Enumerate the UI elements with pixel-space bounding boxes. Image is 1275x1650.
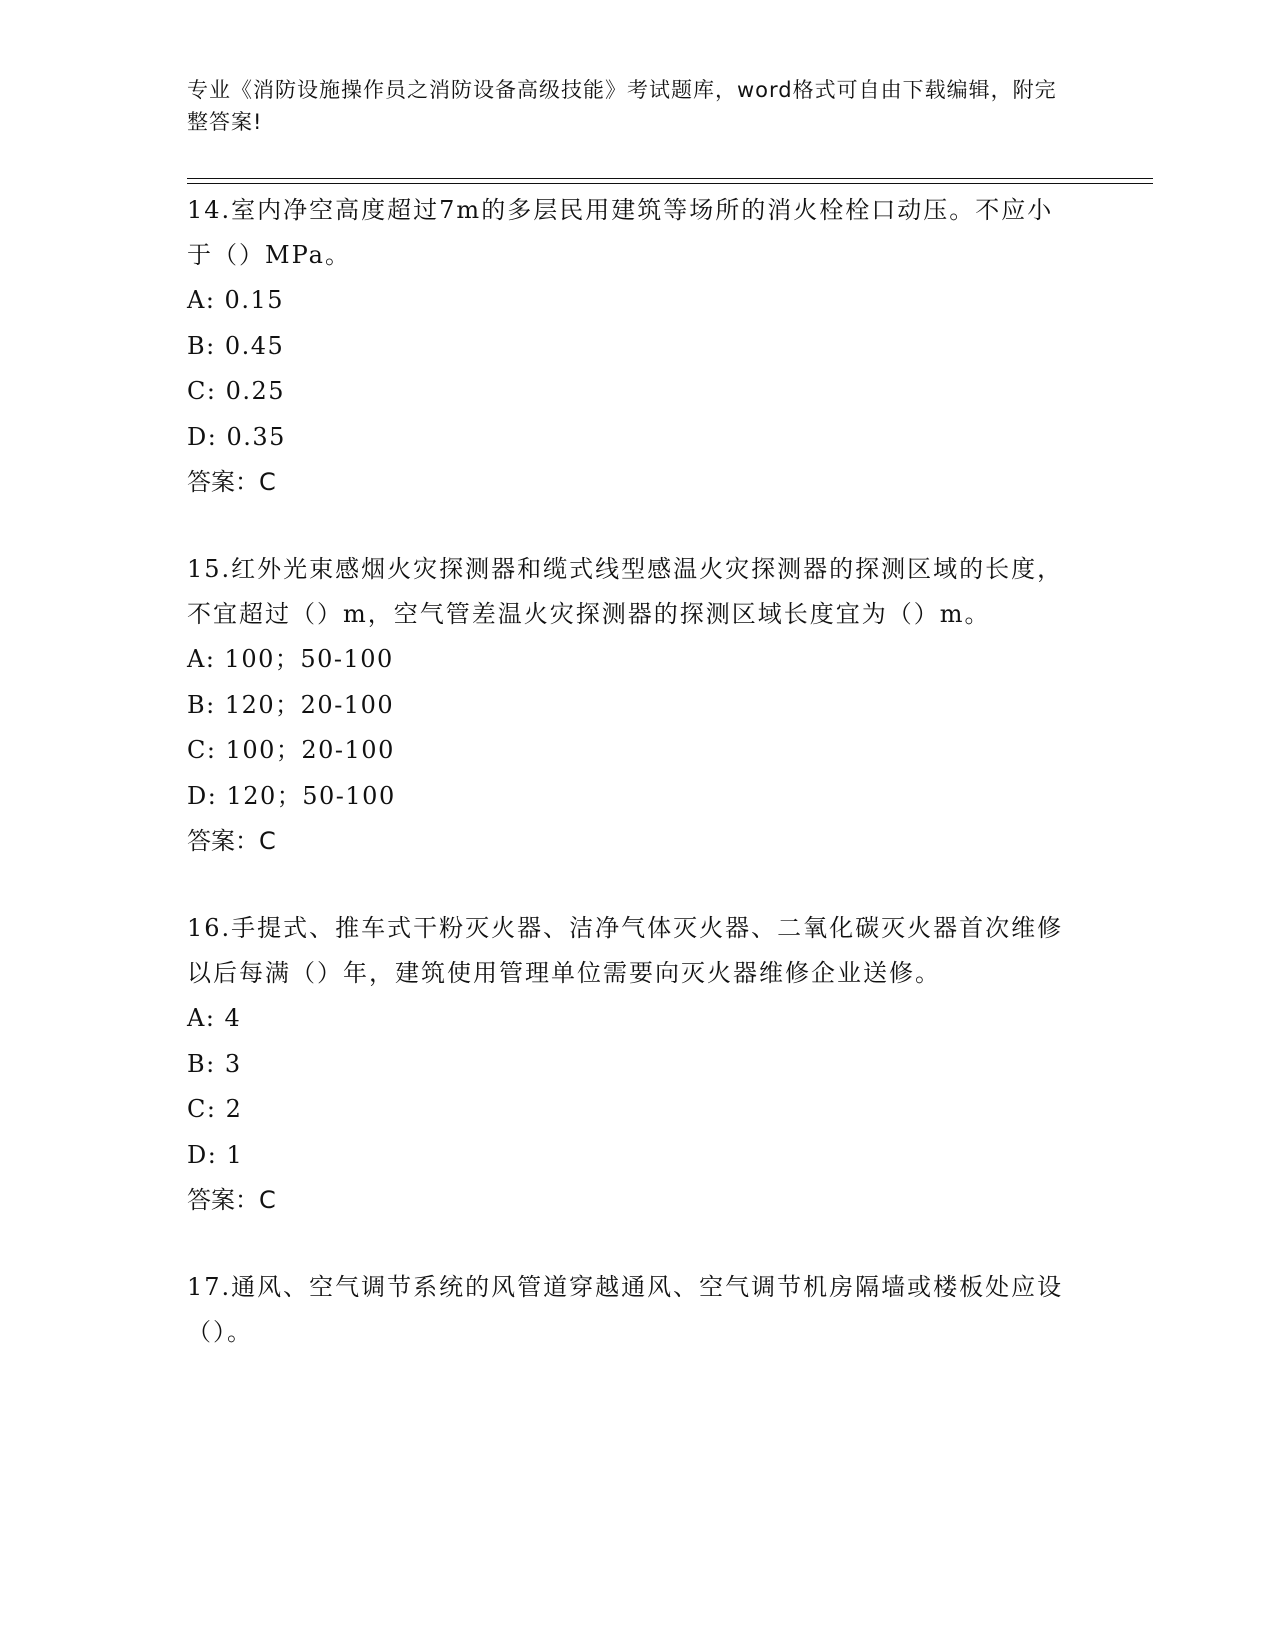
option-d: D: 0.35 — [187, 422, 286, 451]
option-b: B: 3 — [187, 1049, 242, 1078]
question-text: 15.红外光束感烟火灾探测器和缆式线型感温火灾探测器的探测区域的长度，不宜超过（）m，空气管差温火灾探测器的探测区域长度宜为（）m。 — [187, 555, 1064, 628]
question-16 — [187, 906, 1067, 1223]
header-divider-top — [187, 178, 1153, 179]
answer-label: 答案：C — [187, 468, 276, 496]
question-text: 16.手提式、推车式干粉灭火器、洁净气体灭火器、二氧化碳灭火器首次维修以后每满（）年，建筑使用管理单位需要向灭火器维修企业送修。 — [187, 914, 1064, 987]
option-a: A: 4 — [187, 1004, 242, 1032]
header-divider-bottom — [187, 183, 1153, 184]
option-d: D: 120；50-100 — [187, 781, 396, 810]
option-d: D: 1 — [187, 1140, 244, 1169]
option-a: A: 0.15 — [187, 286, 284, 314]
answer-label: 答案：C — [187, 1186, 276, 1214]
document-header: 专业《消防设施操作员之消防设备高级技能》考试题库，word格式可自由下载编辑，附完整答案! — [187, 78, 1057, 134]
question-text: 14.室内净空高度超过7m的多层民用建筑等场所的消火栓栓口动压。不应小于（）MPa。 — [187, 196, 1054, 269]
option-a: A: 100；50-100 — [187, 645, 394, 673]
question-14 — [187, 188, 1067, 505]
question-17 — [187, 1265, 1067, 1355]
question-list — [187, 188, 1067, 1397]
option-c: C: 2 — [187, 1095, 243, 1123]
question-15 — [187, 547, 1067, 864]
option-b: B: 0.45 — [187, 331, 285, 360]
option-c: C: 100；20-100 — [187, 736, 395, 764]
option-c: C: 0.25 — [187, 377, 286, 405]
answer-label: 答案：C — [187, 827, 276, 855]
option-b: B: 120；20-100 — [187, 690, 395, 719]
question-text: 17.通风、空气调节系统的风管道穿越通风、空气调节机房隔墙或楼板处应设（）。 — [187, 1273, 1064, 1346]
